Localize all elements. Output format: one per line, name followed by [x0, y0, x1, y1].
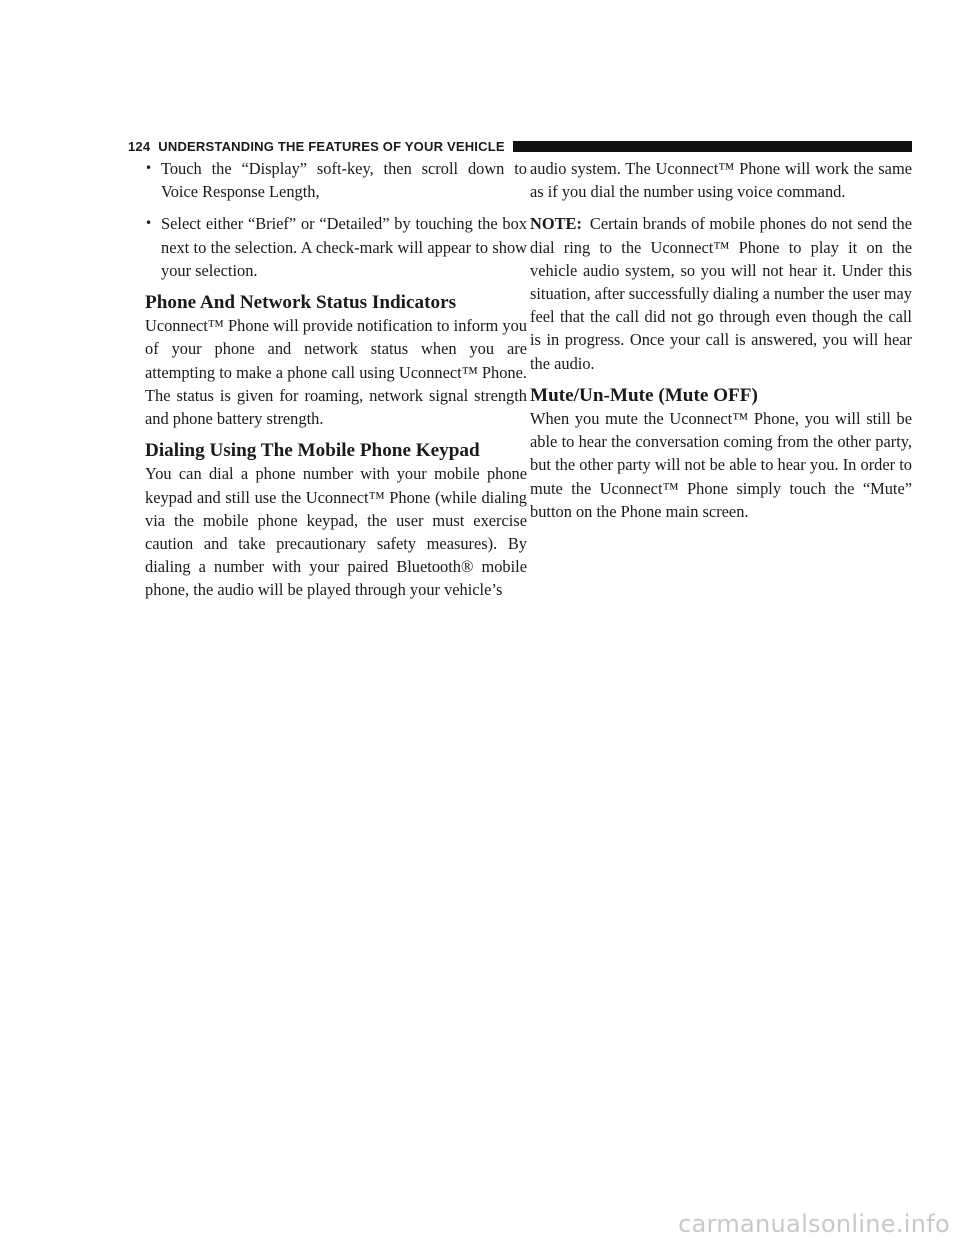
- bullet-item: [145, 212, 527, 282]
- note-text: Certain brands of mobile phones do not send the dial ring to the Uconnect™ Phone to play it on the vehicle audio system, so you will not hear it. Under this situation, after successfully dialing a number the user may feel that the call did not go through even though the call is in progress. Once your call is answered, you will hear the audio.: [530, 214, 912, 373]
- bullet-text: Touch the “Display” soft-key, then scroll down to Voice Response Length,: [161, 159, 527, 202]
- page-number: 124: [128, 138, 151, 154]
- left-column: [145, 157, 527, 602]
- header-rule: [513, 141, 912, 152]
- section-title: UNDERSTANDING THE FEATURES OF YOUR VEHICLE: [158, 138, 505, 154]
- continued-paragraph: audio system. The Uconnect™ Phone will work the same as if you dial the number using voice command.: [530, 159, 912, 202]
- note-paragraph: [530, 212, 912, 374]
- bullet-icon: •: [145, 161, 153, 175]
- section-heading: Dialing Using The Mobile Phone Keypad: [145, 440, 480, 462]
- section-body: Uconnect™ Phone will provide notification to inform you of your phone and network status when you are attempting to make a phone call using Uconnect™ Phone. The status is given for roaming, network signal strength and phone battery strength.: [145, 316, 527, 429]
- bullet-item: [145, 157, 527, 203]
- section-body: When you mute the Uconnect™ Phone, you will still be able to hear the conversation coming from the other party, but the other party will not be able to hear you. In order to mute the Uconnect™ Phone simply touch the “Mute” button on the Phone main screen.: [530, 409, 912, 521]
- bullet-icon: •: [145, 216, 153, 231]
- section-heading: Mute/Un-Mute (Mute OFF): [530, 384, 758, 406]
- note-label: NOTE:: [530, 214, 582, 234]
- section-heading: Phone And Network Status Indicators: [145, 292, 457, 314]
- page-header: [128, 137, 912, 155]
- right-column: [530, 157, 912, 523]
- watermark: carmanualsonline.info: [678, 1210, 950, 1238]
- bullet-text: Select either “Brief” or “Detailed” by touching the box next to the selection. A check-mark will appear to show your selection.: [161, 214, 527, 280]
- section-body: You can dial a phone number with your mobile phone keypad and still use the Uconnect™ Phone (while dialing via the mobile phone keypad, the user must exercise caution and take precautionary safety measures). By dialing a number with your paired Bluetooth® mobile phone, the audio will be played through your vehicle’s: [145, 464, 527, 600]
